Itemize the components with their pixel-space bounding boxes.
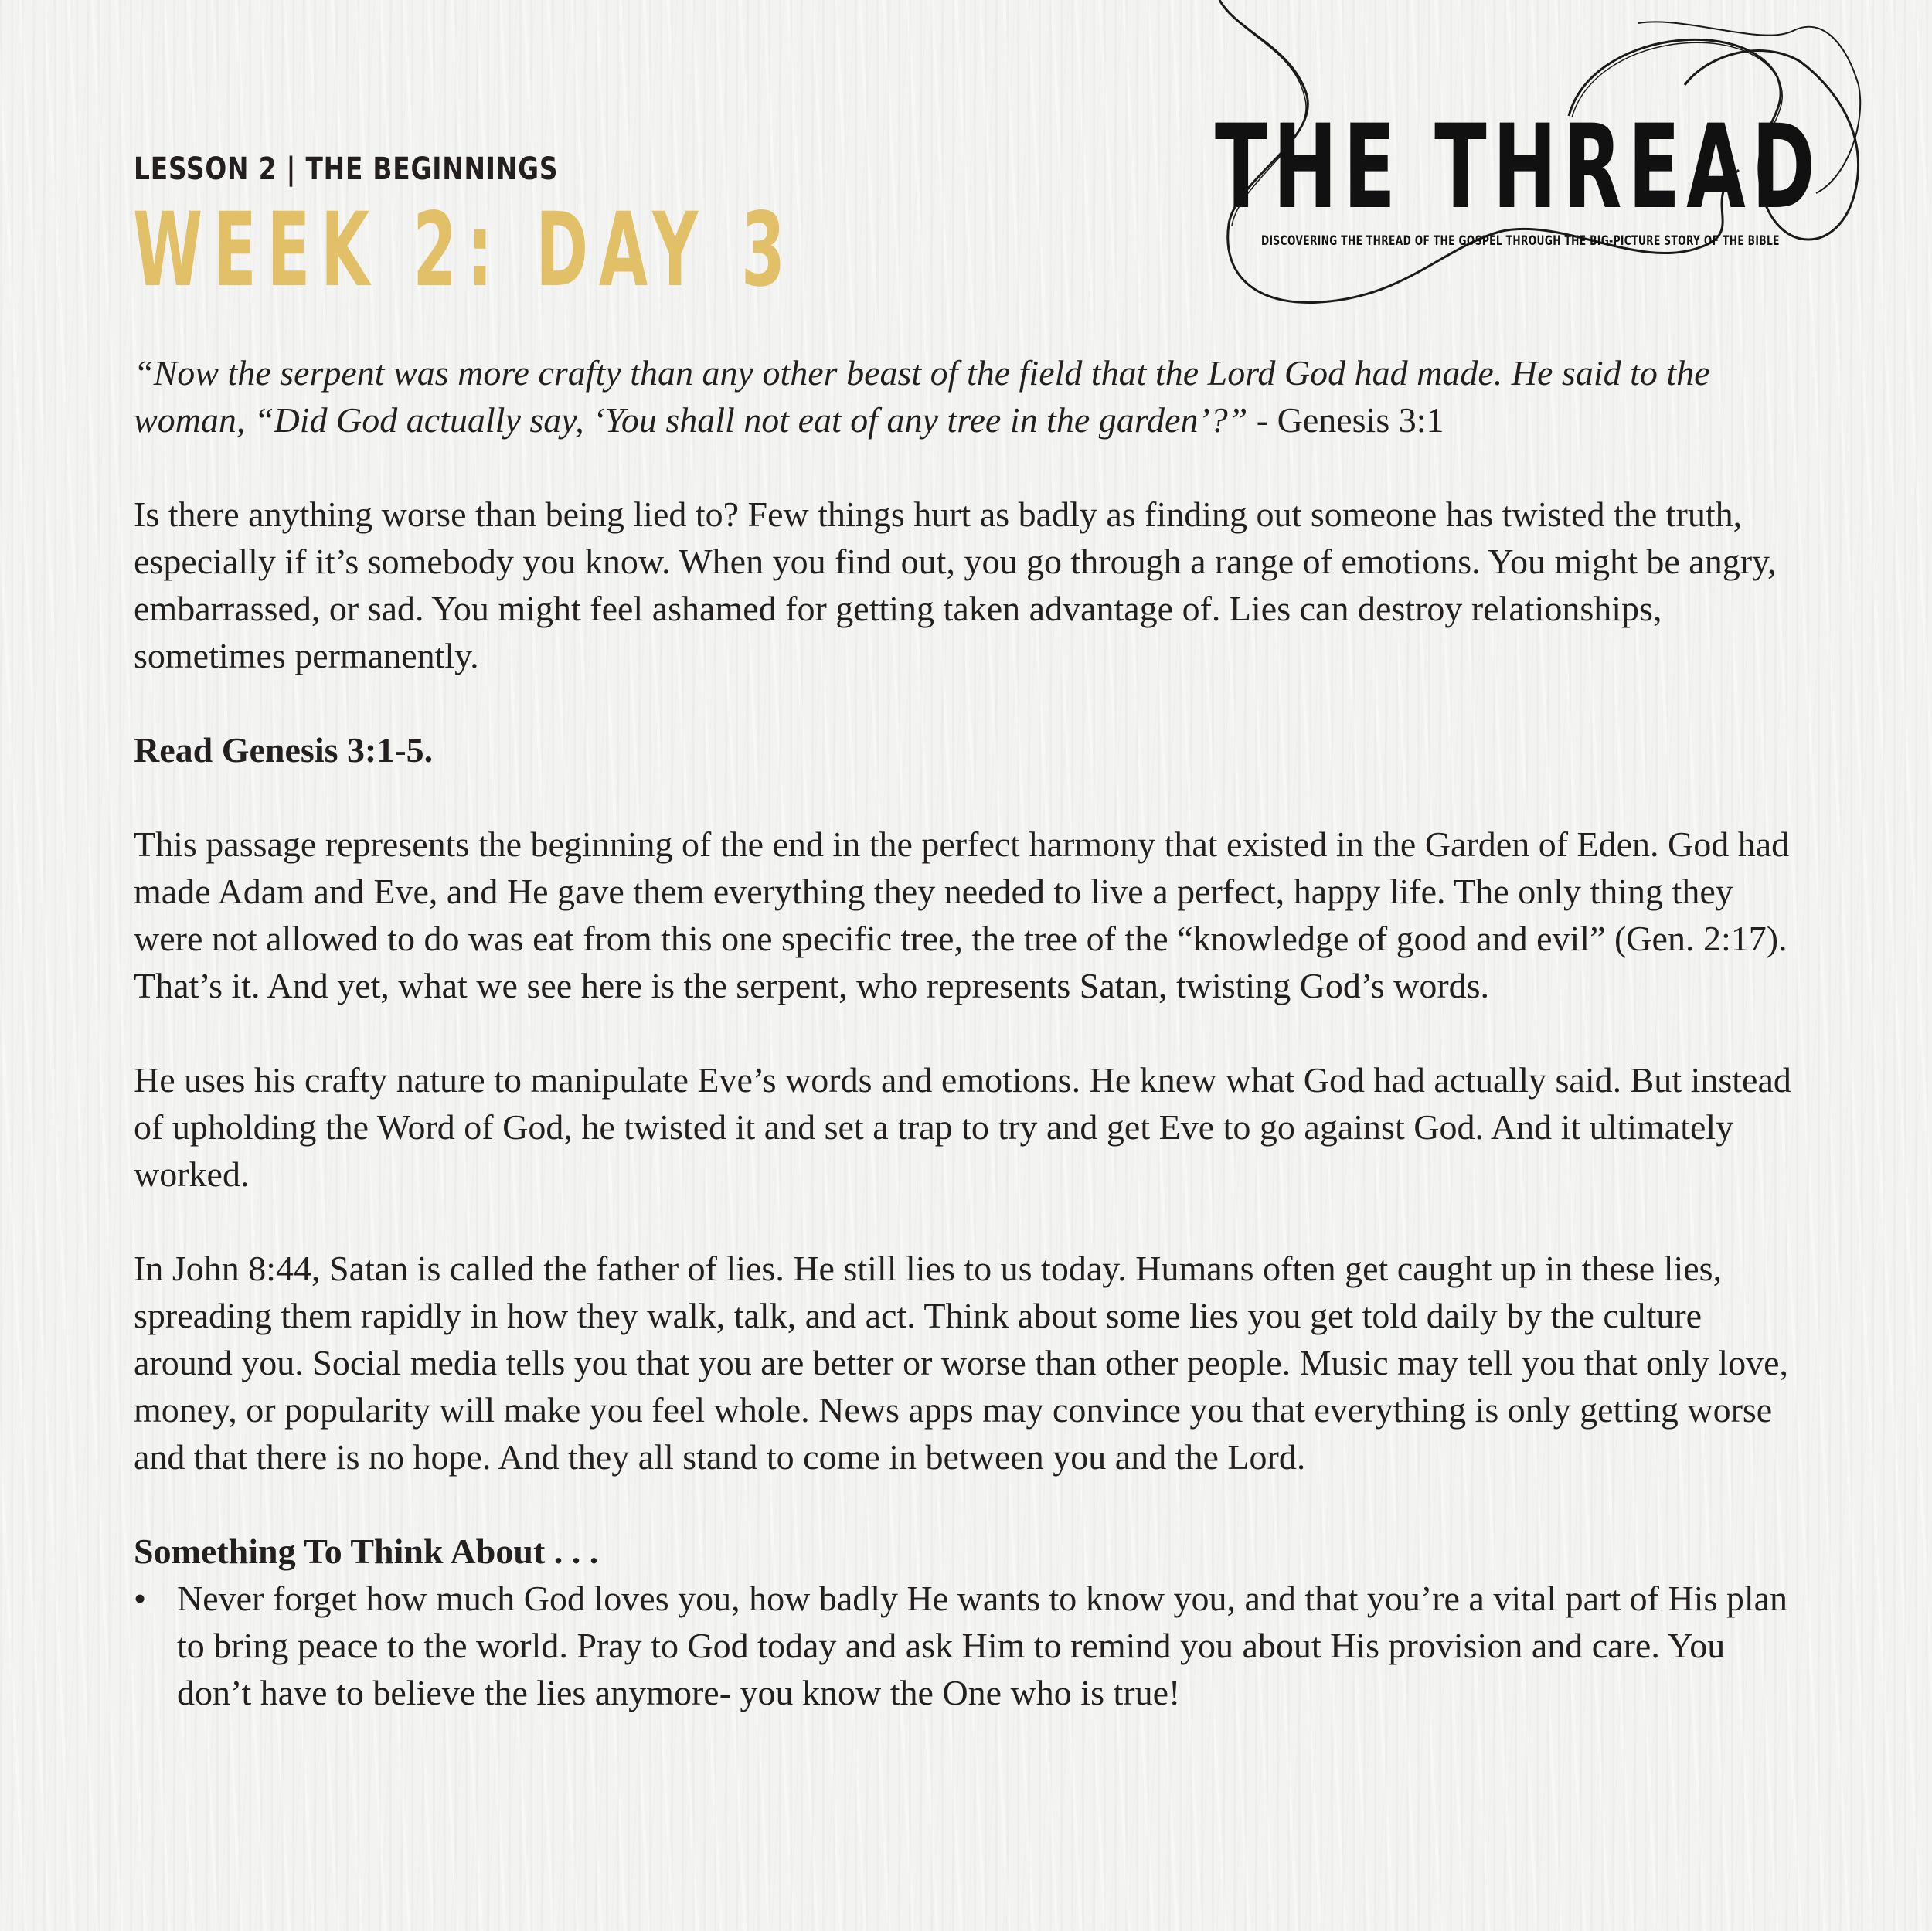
the-thread-logo (1206, 0, 1870, 325)
paragraph-lies: In John 8:44, Satan is called the father of lies. He still lies to us today. Humans often get caught up in these lies, spreading them rapidly in how they walk, talk, and act. Think about some lies you get told daily by the culture around you. Social media tells you that you are better or worse than other people. Music may tell you that only love, money, or popularity will make you feel whole. News apps may convince you that everything is only getting worse and that there is no hope. And they all stand to come in between you and the Lord. (134, 1249, 1789, 1477)
paragraph-intro: Is there anything worse than being lied to? Few things hurt as badly as finding out someone has twisted the truth, especially if it’s somebody you know. When you find out, you go through a range of emotions. You might be angry, embarrassed, or sad. You might feel ashamed for getting taken advantage of. Lies can destroy relationships, sometimes permanently. (134, 495, 1777, 675)
logo-title: THE THREAD (1215, 100, 1821, 235)
list-item (134, 1575, 1795, 1716)
read-instruction: Read Genesis 3:1-5. (134, 730, 434, 770)
paragraph-serpent: He uses his crafty nature to manipulate Eve’s words and emotions. He knew what God had actually said. But instead of upholding the Word of God, he twisted it and set a trap to try and get Eve to go against God. And it ultimately worked. (134, 1060, 1791, 1194)
quote-reference: - Genesis 3:1 (1247, 400, 1444, 440)
bullet-icon: • (134, 1579, 147, 1618)
lesson-content (134, 349, 1795, 1716)
page-title: WEEK 2: DAY 3 (133, 191, 796, 310)
scripture-quote (134, 349, 1795, 444)
quote-text: “Now the serpent was more crafty than any other beast of the field that the Lord God had made. He said to the woman, “Did God actually say, ‘You shall not eat of any tree in the garden’?” (134, 353, 1710, 440)
paragraph-passage: This passage represents the beginning of the end in the perfect harmony that existed in the Garden of Eden. God had made Adam and Eve, and He gave them everything they needed to live a perfect, happy life. The only thing they were not allowed to do was eat from this one specific tree, the tree of the “knowledge of good and evil” (Gen. 2:17). That’s it. And yet, what we see here is the serpent, who represents Satan, twisting God’s words. (134, 824, 1790, 1005)
think-heading: Something To Think About . . . (134, 1532, 599, 1571)
logo-tagline: DISCOVERING THE THREAD OF THE GOSPEL THROUGH THE BIG-PICTURE STORY OF THE BIBLE (1261, 233, 1780, 249)
lesson-label: LESSON 2 | THE BEGINNINGS (134, 151, 559, 187)
bullet-text: Never forget how much God loves you, how badly He wants to know you, and that you’re a vital part of His plan to bring peace to the world. Pray to God today and ask Him to remind you about His provision and care. You don’t have to believe the lies anymore- you know the One who is true! (177, 1579, 1788, 1712)
